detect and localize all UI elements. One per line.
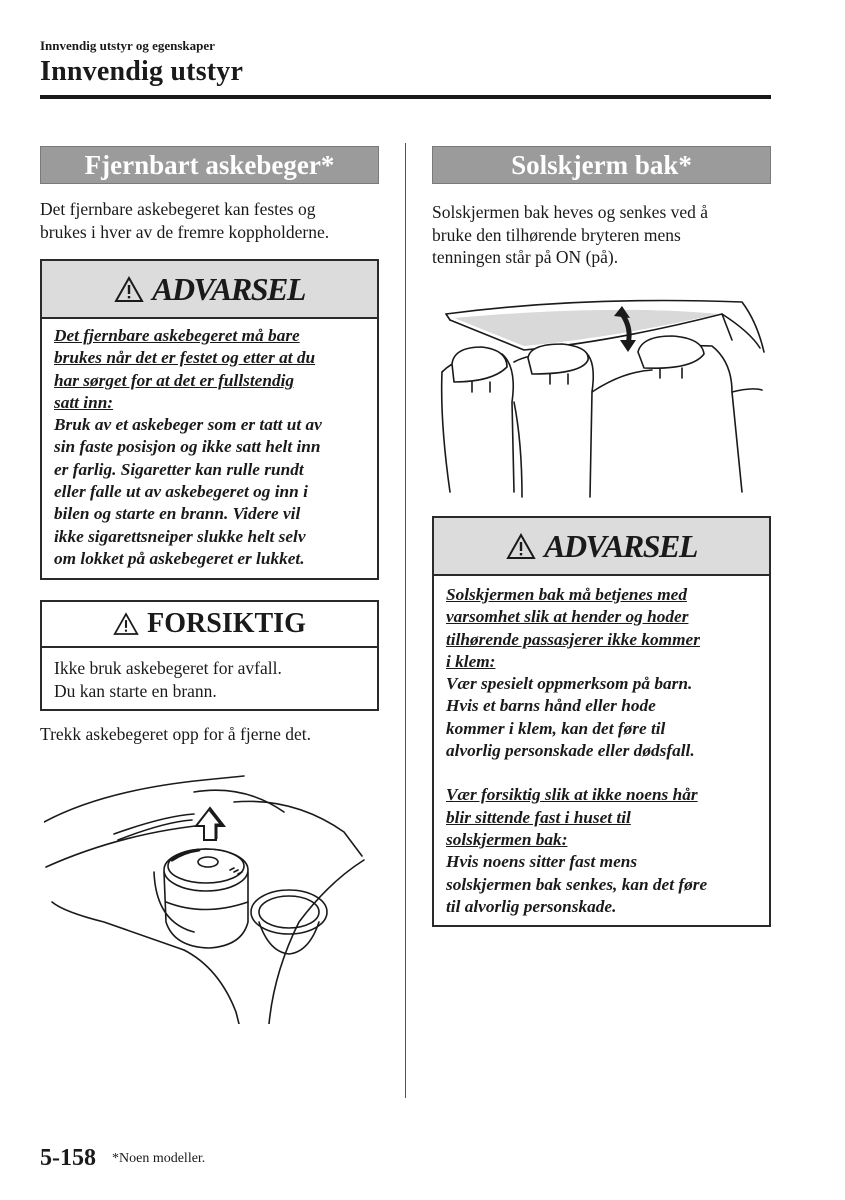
warning-header [42, 261, 377, 319]
section-title-ashtray: Fjernbart askebeger* [40, 146, 379, 184]
warning-triangle-icon [114, 276, 144, 303]
warning-triangle-icon [506, 533, 536, 560]
warning-underlined-line: i klem: [446, 651, 496, 671]
warning-underlined-line: solskjermen bak: [446, 829, 568, 849]
warning-body [42, 319, 377, 578]
column-divider [405, 143, 406, 1098]
footnote: *Noen modeller. [112, 1151, 206, 1166]
sunshade-intro [432, 201, 708, 269]
warning-underlined-line: blir sittende fast i huset til [446, 807, 631, 827]
warning-line: Vær spesielt oppmerksom på barn. [446, 674, 693, 694]
warning-line: eller falle ut av askebegeret og inn i [54, 482, 308, 502]
warning-line: bilen og starte en brann. Videre vil [54, 504, 301, 524]
warning-title: ADVARSEL [544, 527, 697, 564]
warning-line: alvorlig personskade eller dødsfall. [446, 741, 695, 761]
caution-line: Ikke bruk askebegeret for avfall. [54, 658, 282, 678]
warning-line: Bruk av et askebeger som er tatt ut av [54, 415, 322, 435]
warning-underlined-line: Vær forsiktig slik at ikke noens hår [446, 785, 698, 805]
caution-body [42, 648, 377, 710]
section-title-sunshade: Solskjerm bak* [432, 146, 771, 184]
warning-line: om lokket på askebegeret er lukket. [54, 548, 305, 568]
caution-title: FORSIKTIG [147, 608, 306, 639]
warning-title: ADVARSEL [152, 270, 305, 307]
warning-underlined-line: satt inn: [54, 392, 114, 412]
warning-underlined-line: har sørget for at det er fullstendig [54, 370, 295, 390]
text-line: Solskjermen bak heves og senkes ved å [432, 202, 709, 222]
warning-line: sin faste posisjon og ikke satt helt inn [54, 437, 321, 457]
warning-underlined-line: varsomhet slik at hender og hoder [446, 607, 689, 627]
warning-body [434, 576, 769, 926]
ashtray-illustration [44, 772, 376, 1024]
page-number: 5-158 [40, 1145, 96, 1171]
caution-box-ashtray [40, 600, 379, 711]
warning-underlined-line: Det fjernbare askebegeret må bare [54, 326, 300, 345]
ashtray-intro [40, 198, 329, 243]
warning-line: er farlig. Sigaretter kan rulle rundt [54, 459, 304, 479]
warning-box-sunshade [432, 516, 771, 927]
warning-line: til alvorlig personskade. [446, 896, 617, 916]
warning-line: solskjermen bak senkes, kan det føre [446, 874, 708, 894]
caution-line: Du kan starte en brann. [54, 680, 217, 701]
warning-underlined-line: brukes når det er festet og etter at du [54, 348, 316, 368]
text-line: Det fjernbare askebegeret kan festes og [40, 199, 316, 219]
text-line: bruke den tilhørende bryteren mens [432, 224, 681, 245]
page-title: Innvendig utstyr [40, 56, 244, 87]
warning-line: ikke sigarettsneiper slukke helt selv [54, 526, 306, 546]
warning-line: kommer i klem, kan det føre til [446, 718, 666, 738]
warning-line: Hvis et barns hånd eller hode [446, 696, 656, 716]
sunshade-illustration [432, 292, 770, 500]
warning-underlined-line: Solskjermen bak må betjenes med [446, 585, 687, 604]
warning-box-ashtray [40, 259, 379, 580]
title-rule [40, 95, 771, 99]
caution-header [42, 602, 377, 648]
breadcrumb: Innvendig utstyr og egenskaper [40, 38, 215, 53]
caution-triangle-icon [113, 612, 139, 636]
warning-underlined-line: tilhørende passasjerer ikke kommer [446, 629, 700, 649]
ashtray-instruction: Trekk askebegeret opp for å fjerne det. [40, 724, 311, 744]
warning-header [434, 518, 769, 576]
text-line: brukes i hver av de fremre koppholderne. [40, 221, 330, 242]
text-line: tenningen står på ON (på). [432, 247, 619, 267]
spacer [446, 762, 759, 784]
warning-line: Hvis noens sitter fast mens [446, 852, 638, 872]
